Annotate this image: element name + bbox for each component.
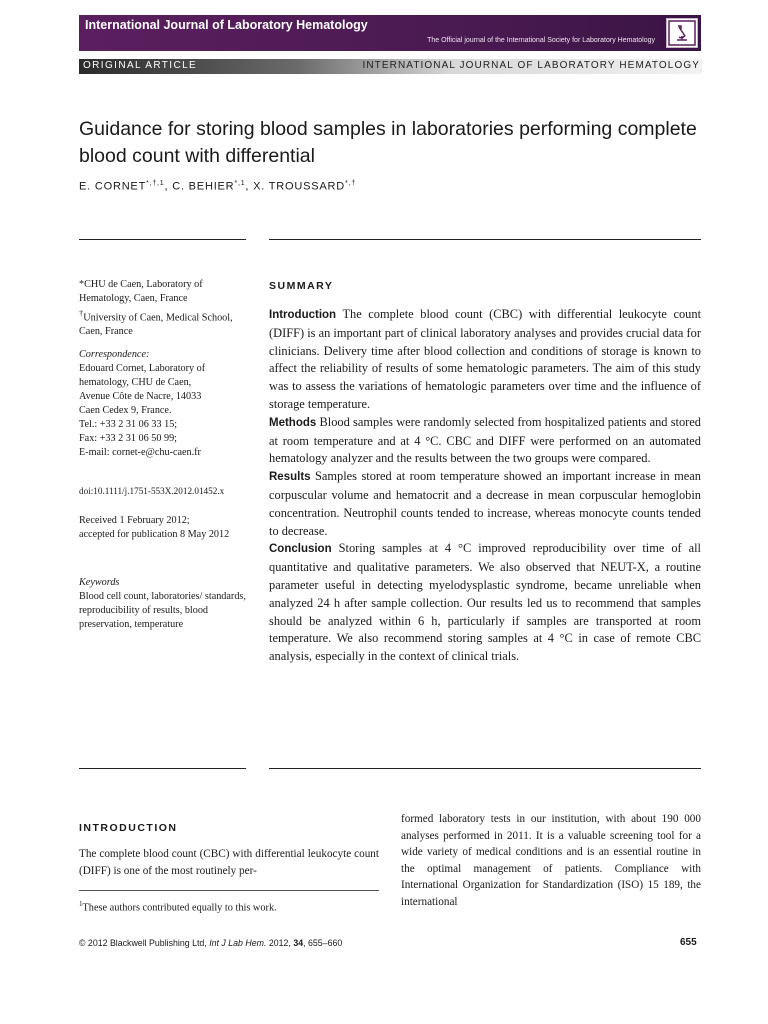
divider — [79, 239, 246, 240]
affiliation: University of Caen, Medical School, Caen, France — [79, 312, 233, 338]
divider — [269, 768, 701, 769]
abstract-results: Results Samples stored at room temperature showed an important increase in mean corpuscular volume and hematocrit and a decrease in mean corpuscular hemoglobin concentration. Neutrophil counts tended to increase, whereas monocyte counts tended to decrease. — [269, 469, 701, 538]
article-title: Guidance for storing blood samples in laboratories performing complete blood count with differential — [79, 118, 697, 167]
introduction-heading: INTRODUCTION — [79, 822, 178, 834]
divider — [79, 768, 246, 769]
dates: Received 1 February 2012; accepted for publication 8 May 2012 — [79, 515, 230, 540]
author-list: E. $CORNET^{*,\dagger,1}$, C. $BEHIER^{*,1}$, X. TROUSSARD*,† — [79, 180, 357, 193]
article-type-bar — [79, 59, 702, 74]
author-marks: *,† — [345, 180, 357, 187]
footnote: $^1$These authors contributed equally to this work. — [79, 900, 277, 914]
introduction-text-right: formed laboratory tests in our institution, with about 190 000 analyses performed in 2011. It is a valuable screening tool for a wide variety of medical conditions and is an essential routine in the optimal management of patients. Compliance with International Organization for Standardization (ISO) 15 189, the international — [401, 813, 701, 908]
copyright-line: © 2012 Blackwell Publishing Ltd, Int J Lab Hem. 2012, 34, 655–660 — [79, 938, 343, 948]
email-link[interactable]: E-mail: cornet-e@chu-caen.fr — [79, 447, 201, 458]
journal-title: International Journal of Laboratory Hematology — [85, 18, 368, 32]
author-name: E. CORNET — [79, 180, 147, 193]
author-name: C. BEHIER — [172, 180, 235, 193]
abstract-methods: Methods Blood samples were randomly selected from hospitalized patients and stored at room temperature and at 4 °C. CBC and DIFF were performed on an automated hematology analyzer and the results between the two groups were compared. — [269, 414, 701, 466]
author-name: X. TROUSSARD — [253, 180, 346, 193]
abstract-introduction: Introduction The complete blood count (CBC) with differential leukocyte count (DIFF) is an important part of clinical laboratory analyses and provides crucial data for clinicians. Delivery time after blood collection and conditions of storage is known to affect the reliability of results of some hematologic parameters. The aim of this study was to assess the variations of hematologic parameters over time and the influence of storage temperature. — [269, 307, 702, 411]
abstract — [269, 306, 701, 666]
keywords-label: Keywords — [79, 577, 120, 588]
correspondence-label: Correspondence: — [79, 349, 150, 360]
summary-heading: SUMMARY — [269, 280, 334, 292]
page-number: 655 — [680, 937, 697, 948]
microscope-icon — [667, 19, 697, 47]
author-marks: *,1 — [234, 180, 246, 187]
affiliations: *CHU de Caen, Laboratory of Hematology, Caen, France †University of Caen, Medical School, Caen, France — [79, 278, 249, 339]
correspondence: Correspondence: Edouard Cornet, Laboratory of hematology, CHU de Caen, Avenue Côte de Nacre, 14033 Caen Cedex 9, France. Tel.: +33 2 31 06 33 15; Fax: +33 2 31 06 50 99; E-mail: cornet-e@chu-caen.fr — [79, 348, 249, 460]
keywords-text: Blood cell count, laboratories/ standards, reproducibility of results, blood preservation, temperature — [79, 591, 246, 630]
journal-subtitle: The Official journal of the International Society for Laboratory Hematology — [427, 37, 655, 44]
journal-banner — [79, 15, 701, 51]
abstract-conclusion: Conclusion Storing samples at 4 °C improved reproducibility over time of all quantitative and qualitative parameters. We also observed that NEUT-X, a routine parameter useful in detecting myelodysplastic syndrome, became unreliable when analyzed 24 h after sample collection. Our results led us to recommend that samples should be analyzed within 6 h, particularly if samples are transported at room temperature. We also recommend storing samples at 4 °C in case of remote CBC analysis, especially in the context of clinical trials. — [269, 541, 701, 664]
author-marks: *,†,1 — [146, 180, 165, 187]
footnote-divider — [79, 890, 379, 891]
article-type: ORIGINAL ARTICLE — [83, 60, 198, 71]
running-head: INTERNATIONAL JOURNAL OF LABORATORY HEMATOLOGY — [362, 60, 700, 71]
affiliation: *CHU de Caen, Laboratory of Hematology, Caen, France — [79, 279, 203, 304]
society-logo — [666, 18, 698, 48]
divider — [269, 239, 701, 240]
introduction-text-left: The complete blood count (CBC) with differential leukocyte count (DIFF) is one of the most routinely per- — [79, 848, 379, 877]
keywords — [79, 576, 249, 632]
doi[interactable]: doi:10.1111/j.1751-553X.2012.01452.x — [79, 486, 225, 496]
